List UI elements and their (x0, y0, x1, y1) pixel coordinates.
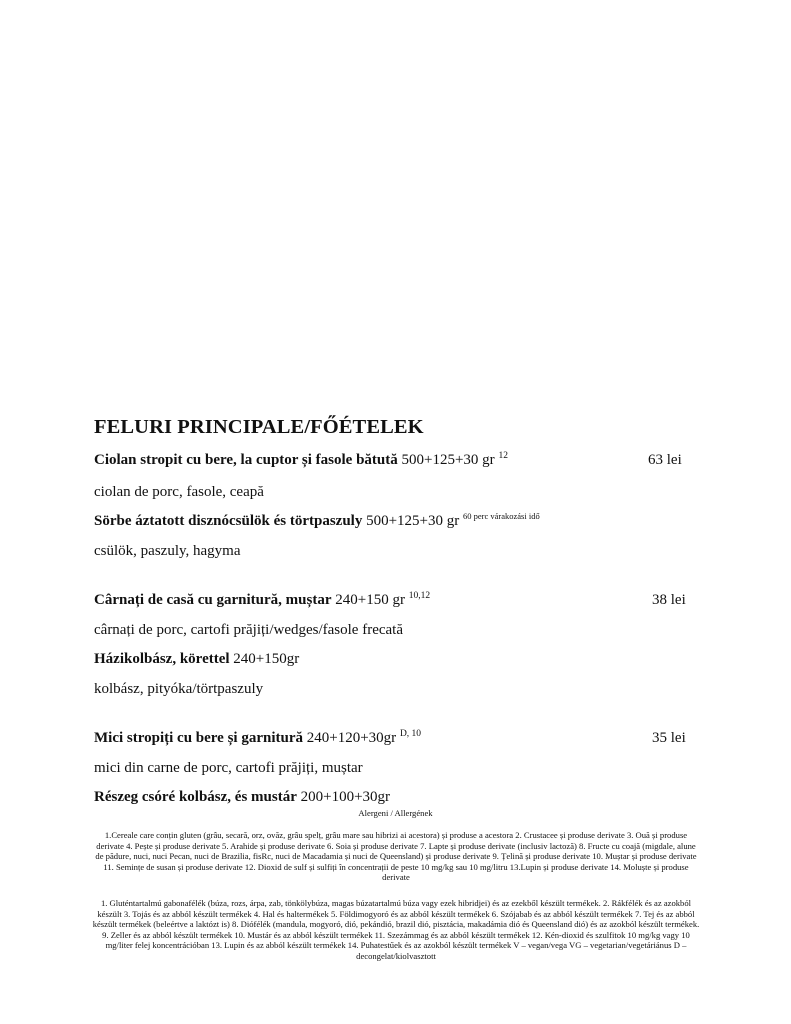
item-description: cârnați de porc, cartofi prăjiți/wedges/fasole frecată (94, 622, 404, 638)
allergens-romanian: 1.Cereale care conțin gluten (grâu, secară, orz, ovăz, grâu spelț, grâu mare sau hibrizi ai acestora) și produse a acestora 2. Crustacee și produse derivate 3. Ouă și produse derivate 4. Pește și produse derivate 5. Arahide și produse derivate 6. Soia și produse derivate 7. Lapte și produse derivate (inclusiv lactoză) 8. Fructe cu coajă (migdale, alune de pădure, nuci, nuci Pecan, nuci de Brazilia, fisRc, nuci de Macadamia și nuci de Queensland) și produse derivate 9. Țelină și produse derivate 10. Muștar și produse derivate 11. Semințe de susan și produse derivate 12. Dioxid de sulf și sulfiți în concentrații de peste 10 mg/kg sau 10 mg/litru 13.Lupin și produse derivate 14. Moluște și produse derivate (95, 830, 697, 883)
item-weight: 240+120+30gr (306, 730, 397, 746)
item-name: Ciolan stropit cu bere, la cuptor și fasole bătută (94, 452, 398, 468)
item-name: Részeg csóré kolbász, és mustár (94, 789, 297, 805)
menu-item-reszeg-kolbasz (94, 789, 390, 806)
item-description: kolbász, pityóka/törtpaszuly (94, 681, 264, 697)
item-description: csülök, paszuly, hagyma (94, 543, 241, 559)
item-name: Házikolbász, körettel (94, 651, 230, 667)
menu-item-csulok (94, 513, 540, 530)
item-price: 38 lei (652, 592, 686, 608)
item-weight: 200+100+30gr (300, 789, 391, 805)
item-allergen-note: 10,12 (408, 591, 431, 601)
allergens-title: Alergeni / Allergének (358, 808, 433, 818)
allergens-hungarian: 1. Gluténtartalmú gabonafélék (búza, rozs, árpa, zab, tönkölybúza, magas búzatartalmú búza vagy ezek hibridjei) és az ezekből készült termékek. 2. Rákfélék és az azokból készült 3. Tojás és az abból készült termékek 4. Hal és haltermékek 5. Földimogyoró és az abból készült termékek 6. Szójabab és az abból készült termékek 7. Tej és az abból készült termékek (beleértve a laktózt is) 8. Diófélék (mandula, mogyoró, dió, pekándió, brazil dió, pisztácia, makadámia dió és Queensland dió) és az azokból készült termékek. 9. Zeller és az abból készült termékek 10. Mustár és az abból készült termékek 11. Szezámmag és az abból készült termékek 12. Kén-dioxid és szulfitok 10 mg/kg vagy 10 mg/liter felej koncentrációban 13. Lupin és az abból készült termékek 14. Puhatestűek és az azokból készült termékek V – vegan/vega VG – vegetarian/vegetáriánus D – decongelat/kiolvasztott (92, 898, 700, 961)
section-heading: FELURI PRINCIPALE/FŐÉTELEK (94, 416, 424, 438)
item-wait-note: 60 perc várakozási idő (463, 511, 540, 521)
menu-item-mici (94, 730, 421, 747)
menu-item-ciolan (94, 452, 508, 469)
menu-item-carnati (94, 592, 430, 609)
item-weight: 240+150gr (233, 651, 300, 667)
item-description: ciolan de porc, fasole, ceapă (94, 484, 264, 500)
item-weight: 500+125+30 gr (366, 513, 460, 529)
item-price: 63 lei (648, 452, 682, 468)
item-name: Mici stropiți cu bere și garnitură (94, 730, 304, 746)
item-name: Cârnați de casă cu garnitură, muștar (94, 592, 332, 608)
item-allergen-note: 12 (498, 451, 508, 461)
item-weight: 240+150 gr (335, 592, 405, 608)
item-weight: 500+125+30 gr (401, 452, 495, 468)
item-description: mici din carne de porc, cartofi prăjiți, muștar (94, 760, 363, 776)
item-name: Sörbe áztatott disznócsülök és törtpaszuly (94, 513, 363, 529)
menu-item-hazikolbasz (94, 651, 299, 668)
item-allergen-note: D, 10 (399, 729, 422, 739)
item-price: 35 lei (652, 730, 686, 746)
